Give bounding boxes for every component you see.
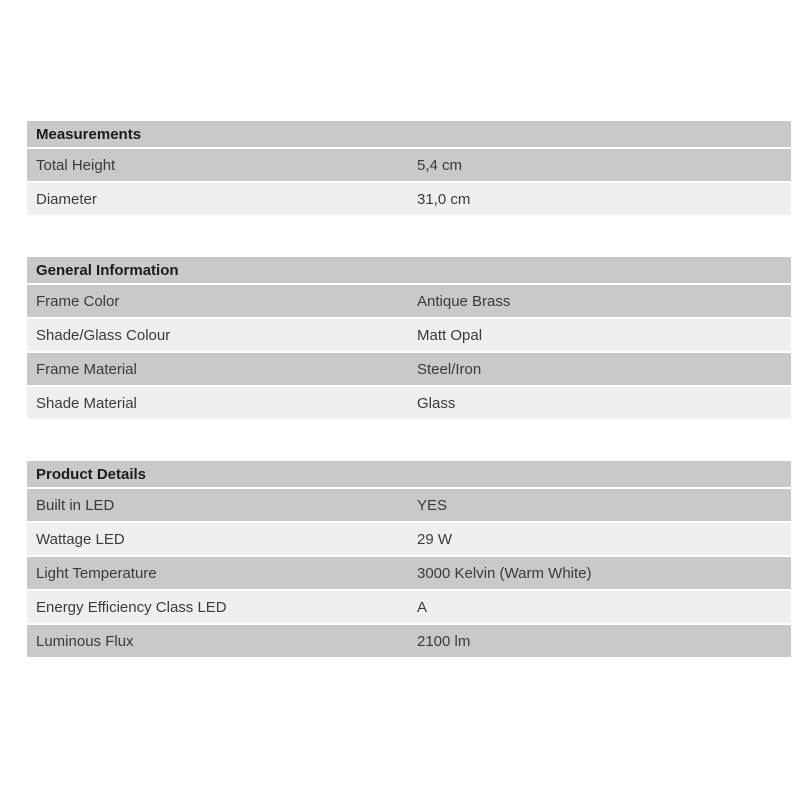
spec-label: Diameter [36,190,97,208]
spec-row [27,149,791,183]
spec-row [27,285,791,319]
spec-label: Wattage LED [36,530,125,548]
spec-row [27,387,791,421]
spec-table-section [27,257,791,421]
spec-label: Energy Efficiency Class LED [36,598,227,616]
spec-row [27,183,791,217]
spec-row [27,353,791,387]
spec-row [27,319,791,353]
spec-row [27,557,791,591]
spec-row [27,523,791,557]
spec-value: Matt Opal [417,326,483,344]
section-header: General Information [27,257,791,285]
spec-row [27,591,791,625]
spec-value: YES [417,496,448,514]
spec-label: Shade Material [36,394,137,412]
spec-tables [27,121,791,699]
section-header: Measurements [27,121,791,149]
spec-table-section [27,461,791,659]
spec-label: Built in LED [36,496,115,514]
spec-value: Steel/Iron [417,360,482,378]
spec-value: 3000 Kelvin (Warm White) [417,564,592,582]
spec-value: 29 W [417,530,453,548]
spec-label: Luminous Flux [36,632,134,650]
spec-label: Frame Color [36,292,120,310]
spec-value: Antique Brass [417,292,511,310]
spec-table-section [27,121,791,217]
spec-value: 2100 lm [417,632,471,650]
spec-label: Frame Material [36,360,137,378]
spec-value: 31,0 cm [417,190,471,208]
spec-value: A [417,598,428,616]
section-header: Product Details [27,461,791,489]
spec-label: Light Temperature [36,564,157,582]
spec-row [27,489,791,523]
spec-value: Glass [417,394,456,412]
spec-label: Total Height [36,156,116,174]
spec-label: Shade/Glass Colour [36,326,171,344]
spec-value: 5,4 cm [417,156,463,174]
spec-row [27,625,791,659]
